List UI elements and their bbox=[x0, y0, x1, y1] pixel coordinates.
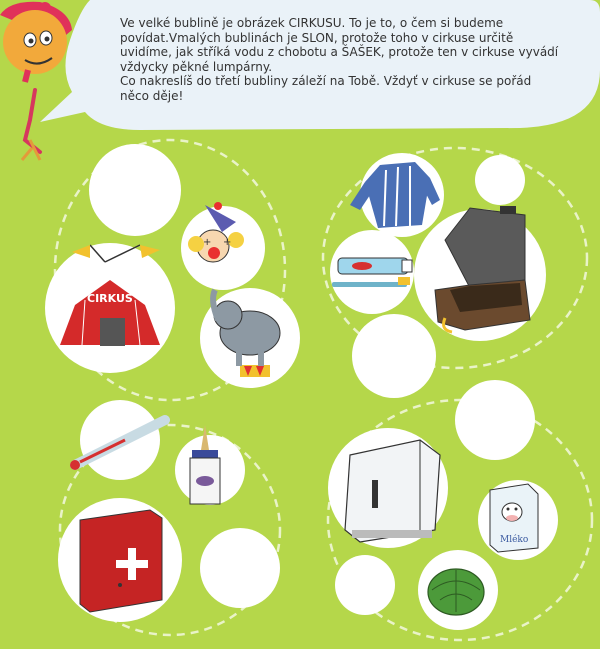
bubble-group-travel bbox=[323, 148, 587, 398]
drawing-bubble-empty-top[interactable] bbox=[455, 380, 535, 460]
drawing-bubble-empty-bottom[interactable] bbox=[352, 314, 436, 398]
bubble-group-medicine bbox=[58, 400, 280, 635]
fridge-icon bbox=[345, 440, 440, 542]
girl-mascot-icon bbox=[0, 2, 72, 160]
intro-text bbox=[120, 16, 560, 103]
intro-paragraph-1: Ve velké bublině je obrázek CIRKUSU. To je to, o čem si budeme povídat.Vmalých bublinách je SLON, protože toho v cirkuse určitě uvidíme, jak stříká vodu z chobotu a ŠAŠEK, protože ten v cirkuse vyvádí vždycky pěkné lumpárny. bbox=[120, 16, 559, 74]
milk-carton-icon bbox=[490, 484, 538, 552]
intro-paragraph-2: Co nakreslíš do třetí bubliny záleží na Tobě. Vždyť v cirkuse se pořád něco děje! bbox=[120, 74, 532, 103]
bubble-group-circus bbox=[45, 140, 300, 400]
cabbage-icon bbox=[428, 569, 484, 615]
toothbrush-icon bbox=[332, 258, 412, 287]
tent-sign: CIRKUS bbox=[87, 292, 133, 305]
drawing-bubble-empty-left[interactable] bbox=[335, 555, 395, 615]
drawing-bubble-empty-right[interactable] bbox=[200, 528, 280, 608]
svg-text:+: + bbox=[223, 237, 232, 248]
first-aid-cabinet-icon bbox=[80, 510, 162, 612]
drawing-bubble-empty[interactable] bbox=[89, 144, 181, 236]
svg-text:+: + bbox=[203, 237, 212, 248]
drawing-bubble-empty-top[interactable] bbox=[475, 155, 525, 205]
bubble-group-kitchen bbox=[328, 380, 592, 640]
milk-label: Mléko bbox=[500, 535, 529, 545]
